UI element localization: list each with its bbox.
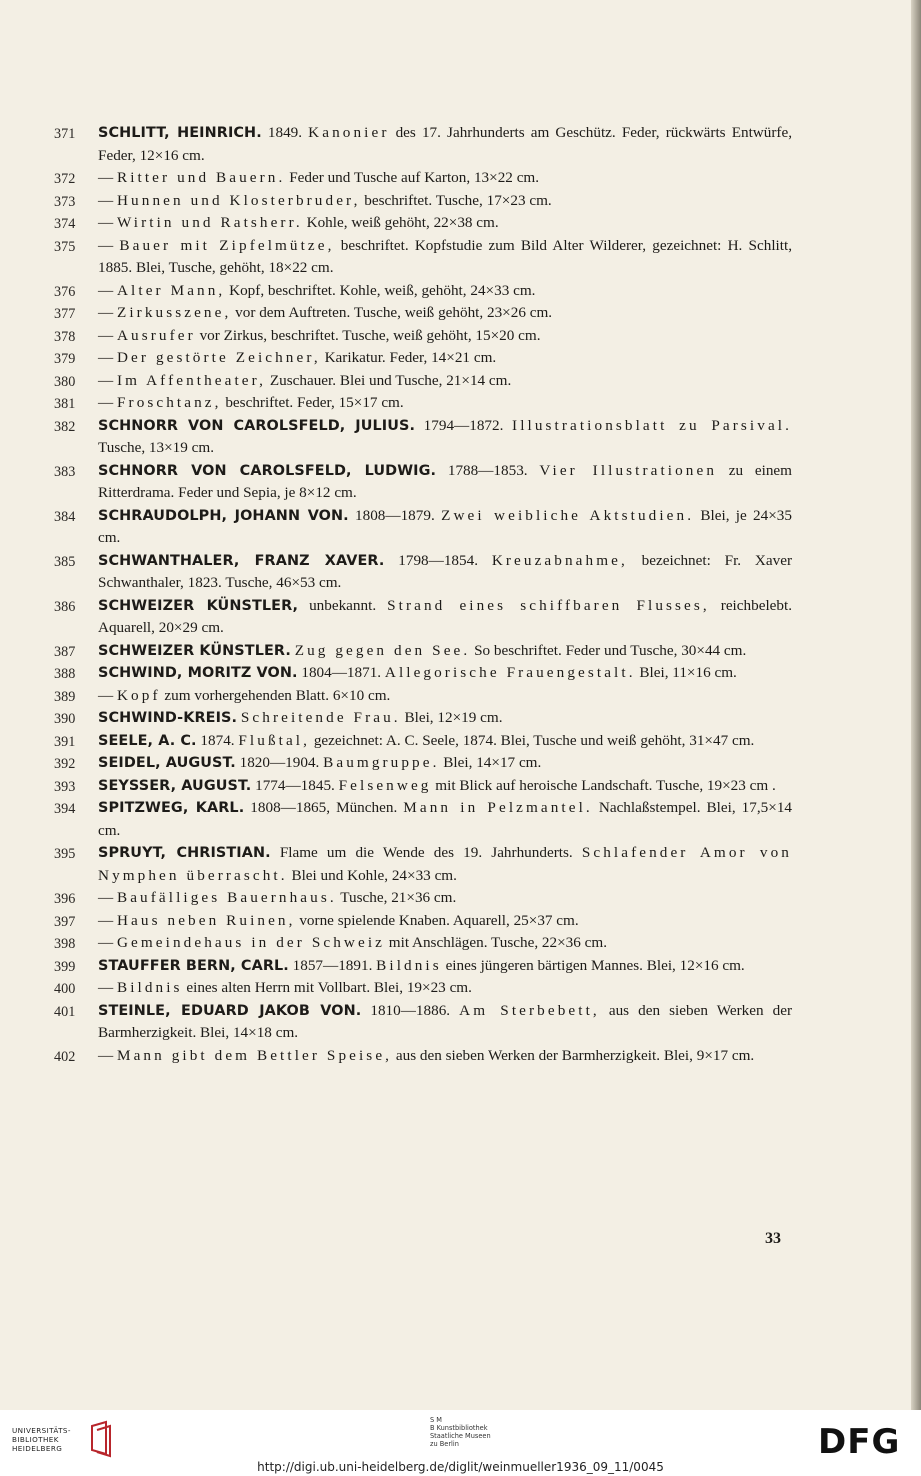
entry-dates: — [98,169,117,186]
entry-dates: 1849. [261,124,309,141]
entry-description: vorne spielende Knaben. Aquarell, 25×37 cm. [295,911,579,929]
entry-dates: — [98,304,117,321]
entry-description: mit Blick auf heroische Landschaft. Tusche, 19×23 cm . [431,776,776,794]
catalog-entry [54,1000,792,1045]
catalog-entry [54,347,792,370]
artwork-title: Felsenweg [338,776,432,794]
artwork-title: Schreitende Frau. [240,709,401,726]
entry-dates: — [98,979,117,996]
artwork-title: Ritter und Bauern. [116,169,286,186]
catalog-entry [54,955,792,978]
entry-description: Blei und Kohle, 24×33 cm. [287,866,457,884]
catalog-entry [54,415,792,460]
catalog-entry [54,392,792,415]
entry-number: 381 [54,396,76,412]
catalog-entry [54,1045,792,1068]
entry-dates: — [98,349,117,366]
entry-dates: 1857—1891. [288,956,377,974]
entry-dates: 1874. [196,731,239,749]
catalog-entry [54,842,792,887]
entry-number: 375 [54,238,76,255]
catalog-entry [54,595,792,640]
artist-name: SEIDEL, AUGUST. [98,755,236,771]
entry-number: 372 [54,171,76,187]
entry-number: 401 [54,1003,76,1020]
catalog-entry [54,887,792,910]
artwork-title: Der gestörte Zeichner, [116,349,321,366]
catalog-entries [54,122,792,1067]
catalog-entry [54,730,792,753]
entry-number: 396 [54,891,76,907]
entry-number: 374 [54,216,76,232]
entry-number: 390 [54,711,76,727]
entry-dates: 1820—1904. [235,754,324,771]
entry-description: des 17. Jahrhunderts am Geschütz. Feder, rückwärts Entwürfe, Feder, 12×16 cm. [98,124,792,164]
entry-description: mit Anschlägen. Tusche, 22×36 cm. [384,934,608,951]
entry-number: 394 [54,801,76,817]
artist-name: SPRUYT, CHRISTIAN. [98,845,271,861]
entry-description: beschriftet. Tusche, 17×23 cm. [360,191,552,209]
uni-logo-line2: BIBLIOTHEK [12,1435,59,1444]
artwork-title: Am Sterbebett, [459,1001,600,1019]
entry-number: 384 [54,508,76,525]
entry-dates: — [98,191,117,209]
artist-name: SEYSSER, AUGUST. [98,777,252,794]
catalog-entry [54,325,792,348]
entry-dates: 1808—1879. [348,506,442,524]
entry-dates: 1810—1886. [361,1001,460,1019]
catalog-entry [54,370,792,393]
artwork-title: Zug gegen den See. [294,641,471,659]
catalog-entry [54,280,792,303]
artwork-title: Baufälliges Bauernhaus. [116,889,337,906]
artwork-title: Mann in Pelzmantel. [403,799,593,816]
artwork-title: Vier Illustrationen [539,461,718,479]
artwork-title: Alter Mann, [116,281,226,299]
catalog-entry [54,302,792,325]
entry-description: So beschriftet. Feder und Tusche, 30×44 cm. [470,641,747,659]
heidelberg-library-logo[interactable] [12,1420,132,1460]
entry-number: 400 [54,981,76,997]
entry-description: Nachlaßstempel. Blei, 17,5×14 cm. [98,799,793,839]
entry-description: Tusche, 13×19 cm. [98,439,215,456]
artist-name: SCHWEIZER KÜNSTLER, [98,597,299,614]
entry-description: eines jüngeren bärtigen Mannes. Blei, 12×16 cm. [441,956,745,974]
entry-dates: Flame um die Wende des 19. Jahrhunderts. [270,844,582,861]
artist-name: SCHNORR VON CAROLSFELD, LUDWIG. [98,462,437,479]
catalog-entry [54,460,792,505]
smb-line4: zu Berlin [430,1440,459,1448]
artist-name: SCHLITT, HEINRICH. [98,125,262,141]
entry-description: vor Zirkus, beschriftet. Tusche, weiß gehöht, 15×20 cm. [195,326,541,344]
entry-description: Kopf, beschriftet. Kohle, weiß, gehöht, 24×33 cm. [225,281,536,299]
catalog-entry [54,685,792,708]
entry-number: 399 [54,958,76,975]
entry-number: 398 [54,936,76,952]
catalog-entry [54,797,792,842]
artwork-title: Haus neben Ruinen, [116,911,296,929]
artist-name: SCHRAUDOLPH, JOHANN VON. [98,507,349,524]
artist-name: SPITZWEG, KARL. [98,800,245,816]
entry-description: gezeichnet: A. C. Seele, 1874. Blei, Tusche und weiß gehöht, 31×47 cm. [310,731,755,749]
entry-description: Blei, 12×19 cm. [400,709,503,726]
artist-name: SCHWIND-KREIS. [98,710,238,726]
entry-dates: — [98,281,117,299]
artwork-title: Zwei weibliche Aktstudien. [441,506,695,524]
entry-description: Zuschauer. Blei und Tusche, 21×14 cm. [266,371,512,389]
entry-dates: — [98,934,117,951]
artwork-title: Gemeindehaus in der Schweiz [116,934,385,951]
entry-dates: — [98,911,117,929]
entry-description: vor dem Auftreten. Tusche, weiß gehöht, 23×26 cm. [231,304,553,321]
entry-dates: unbekannt. [298,596,388,614]
entry-number: 373 [54,193,76,210]
entry-description: aus den sieben Werken der Barmherzigkeit. Blei, 14×18 cm. [98,1001,793,1041]
catalog-entry [54,752,792,775]
entry-dates: 1774—1845. [251,776,339,794]
entry-dates: — [98,394,117,411]
entry-description: Blei, je 24×35 cm. [98,506,792,546]
entry-description: reichbelebt. Aquarell, 20×29 cm. [98,596,793,636]
smb-kunstbibliothek-logo[interactable] [430,1416,491,1448]
entry-number: 378 [54,328,76,345]
artwork-title: Hunnen und Klosterbruder, [116,191,361,209]
entry-dates: — [98,326,117,344]
artist-name: SCHWANTHALER, FRANZ XAVER. [98,552,385,569]
artwork-title: Wirtin und Ratsherr. [116,214,303,231]
entry-dates: — [98,214,117,231]
entry-description: zu einem Ritterdrama. Feder und Sepia, je 8×12 cm. [98,461,792,501]
catalog-entry [54,122,792,167]
entry-description: Feder und Tusche auf Karton, 13×22 cm. [285,169,540,186]
artist-name: STAUFFER BERN, CARL. [98,957,289,974]
artwork-title: Mann gibt dem Bettler Speise, [116,1046,393,1064]
dfg-logo[interactable]: DFG [818,1422,901,1462]
entry-number: 385 [54,553,76,570]
uni-logo-line3: HEIDELBERG [12,1444,63,1453]
entry-number: 395 [54,846,76,862]
artwork-title: Zirkusszene, [116,304,232,321]
artwork-title: Flußtal, [238,731,311,749]
entry-number: 402 [54,1048,76,1065]
entry-number: 380 [54,373,76,390]
artwork-title: Froschtanz, [116,394,222,411]
entry-dates: — [98,686,117,704]
catalog-entry [54,662,792,685]
artwork-title: Kreuzabnahme, [491,551,628,569]
artist-name: SCHWIND, MORITZ VON. [98,665,298,681]
artwork-title: Bildnis [376,956,442,974]
catalog-entry [54,932,792,955]
catalog-entry [54,707,792,730]
artwork-title: Kopf [116,686,161,704]
entry-dates: 1794—1872. [415,416,513,434]
catalog-entry [54,212,792,235]
smb-line2: B Kunstbibliothek [430,1424,488,1432]
entry-number: 388 [54,666,76,682]
entry-dates: — [98,236,120,254]
catalog-entry [54,910,792,933]
artwork-title: Strand eines schiffbaren Flusses, [387,596,710,614]
entry-description: Karikatur. Feder, 14×21 cm. [320,349,497,366]
catalog-entry [54,775,792,798]
uni-logo-line1: UNIVERSITÄTS- [12,1426,71,1435]
artwork-title: Schlafender Amor von Nymphen überrascht. [98,844,792,884]
entry-description: beschriftet. Kopfstudie zum Bild Alter Wilderer, gezeichnet: H. Schlitt, 1885. Blei, Tusche, gehöht, 18×22 cm. [98,236,793,276]
catalog-entry [54,235,792,280]
artwork-title: Im Affentheater, [116,371,267,389]
artwork-title: Bildnis [116,979,183,996]
entry-dates: 1808—1865, München. [244,799,404,816]
artwork-title: Allegorische Frauengestalt. [384,664,636,681]
entry-dates: 1798—1854. [384,551,492,569]
artwork-title: Illustrationsblatt zu Parsival. [512,416,793,434]
entry-number: 393 [54,778,76,795]
entry-dates: — [98,1046,117,1064]
artist-name: SEELE, A. C. [98,732,197,749]
footer-bar [0,1410,921,1476]
entry-number: 376 [54,283,76,300]
entry-number: 389 [54,688,76,705]
page-number: 33 [765,1230,781,1247]
artist-name: SCHNORR VON CAROLSFELD, JULIUS. [98,417,416,434]
university-seal-icon [88,1420,114,1458]
entry-number: 391 [54,733,76,750]
entry-description: Blei, 11×16 cm. [635,664,737,681]
entry-number: 392 [54,756,76,772]
catalog-entry [54,505,792,550]
catalog-entry [54,550,792,595]
entry-dates: 1804—1871. [297,664,385,681]
entry-number: 371 [54,126,76,142]
artwork-title: Baumgruppe. [323,754,440,771]
catalog-entry [54,640,792,663]
entry-number: 382 [54,418,76,435]
entry-description: eines alten Herrn mit Vollbart. Blei, 19×23 cm. [182,979,472,996]
entry-number: 386 [54,598,76,615]
source-url-link[interactable]: http://digi.ub.uni-heidelberg.de/diglit/weinmueller1936_09_11/0045 [257,1460,664,1474]
entry-description: Tusche, 21×36 cm. [336,889,457,906]
page-edge-shadow [911,0,921,1410]
entry-description: aus den sieben Werken der Barmherzigkeit. Blei, 9×17 cm. [392,1046,755,1064]
entry-dates: 1788—1853. [436,461,540,479]
entry-description: zum vorhergehenden Blatt. 6×10 cm. [160,686,391,704]
catalog-entry [54,977,792,1000]
entry-dates: — [98,371,117,389]
entry-number: 387 [54,643,76,660]
artist-name: STEINLE, EDUARD JAKOB VON. [98,1002,362,1019]
entry-description: Blei, 14×17 cm. [439,754,542,771]
entry-number: 377 [54,306,76,322]
smb-line1: S M [430,1416,442,1424]
catalog-entry [54,167,792,190]
entry-dates: — [98,889,117,906]
entry-description: beschriftet. Feder, 15×17 cm. [221,394,404,411]
smb-line3: Staatliche Museen [430,1432,491,1440]
entry-description: bezeichnet: Fr. Xaver Schwanthaler, 1823. Tusche, 46×53 cm. [98,551,793,591]
artwork-title: Kanonier [308,124,390,141]
entry-number: 397 [54,913,76,930]
entry-description: Kohle, weiß gehöht, 22×38 cm. [302,214,499,231]
artwork-title: Ausrufer [116,326,196,344]
artist-name: SCHWEIZER KÜNSTLER. [98,642,291,659]
entry-number: 379 [54,351,76,367]
catalog-entry [54,190,792,213]
artwork-title: Bauer mit Zipfelmütze, [119,236,335,254]
entry-number: 383 [54,463,76,480]
